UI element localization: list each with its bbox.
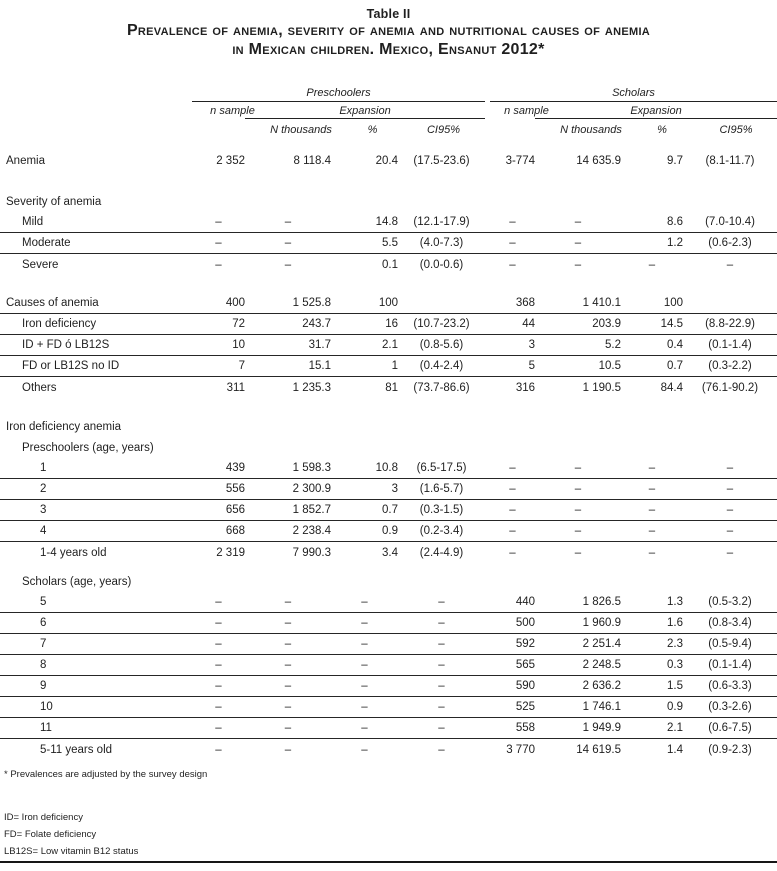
cell: –	[509, 504, 516, 516]
footnote-line: ID= Iron deficiency	[4, 812, 83, 823]
cell: 0.9	[667, 701, 683, 713]
cell: (0.6-3.3)	[708, 680, 752, 692]
table-row	[0, 697, 777, 718]
cell: (2.4-4.9)	[419, 546, 464, 559]
table-section	[0, 150, 777, 171]
cell: 14.5	[660, 318, 683, 330]
cell: –	[215, 216, 222, 228]
cell: 1.5	[667, 680, 683, 692]
cell: –	[284, 237, 292, 249]
row-label: Causes of anemia	[6, 297, 99, 309]
row-label: 11	[40, 722, 52, 734]
cell: 3 770	[506, 743, 535, 756]
cell: –	[361, 638, 368, 650]
cell: 3	[528, 339, 535, 351]
cell: 8 118.4	[293, 154, 331, 167]
cell: 20.4	[375, 154, 398, 167]
row-label: 6	[40, 617, 47, 629]
table-row	[0, 739, 777, 760]
column-percent-scholars: %	[657, 123, 667, 136]
cell: –	[284, 216, 292, 228]
cell: –	[648, 504, 656, 516]
table-section	[0, 191, 777, 275]
cell: –	[361, 617, 368, 629]
table-row	[0, 458, 777, 479]
row-label: 9	[40, 680, 47, 692]
cell: (76.1-90.2)	[701, 381, 759, 394]
table-row	[0, 377, 777, 398]
cell: 2 300.9	[292, 483, 331, 495]
cell: –	[284, 638, 292, 650]
cell: 1.3	[667, 596, 683, 608]
cell: –	[648, 525, 656, 537]
table-row	[0, 542, 777, 563]
cell: –	[361, 680, 368, 692]
cell: –	[215, 258, 222, 271]
cell: (0.6-2.3)	[708, 237, 752, 249]
cell: (0.1-1.4)	[708, 659, 752, 671]
column-group-scholars: Scholars	[490, 87, 777, 102]
cell: (0.3-2.6)	[708, 701, 752, 713]
cell: (12.1-17.9)	[413, 216, 470, 228]
cell: –	[215, 237, 222, 249]
column-group-preschoolers: Preschoolers	[192, 87, 485, 102]
cell: –	[648, 546, 656, 559]
cell: 8.6	[667, 216, 683, 228]
cell: –	[438, 743, 445, 756]
cell: (0.5-9.4)	[708, 638, 752, 650]
bottom-rule	[0, 861, 777, 863]
cell: 7 990.3	[292, 546, 331, 559]
cell: –	[438, 638, 445, 650]
cell: 311	[226, 381, 245, 394]
row-label: 4	[40, 525, 47, 537]
row-label: 10	[40, 701, 53, 713]
row-label: Others	[22, 381, 57, 394]
table-row	[0, 314, 777, 335]
row-label: 3	[40, 504, 47, 516]
row-label: Anemia	[6, 154, 45, 167]
cell: 0.4	[667, 339, 683, 351]
cell: –	[284, 258, 292, 271]
cell: 5.2	[605, 339, 621, 351]
cell: –	[438, 596, 445, 608]
cell: 16	[385, 318, 398, 330]
cell: 7	[238, 360, 245, 372]
cell: 400	[225, 297, 245, 309]
cell: –	[438, 722, 445, 734]
table-row	[0, 676, 777, 697]
cell: –	[215, 659, 222, 671]
cell: (0.1-1.4)	[708, 339, 752, 351]
cell: 525	[515, 701, 535, 713]
table-row	[0, 150, 777, 171]
table-row	[0, 500, 777, 521]
cell: 1	[391, 360, 398, 372]
table-header	[0, 87, 777, 140]
table-row	[0, 233, 777, 254]
cell: –	[726, 258, 734, 271]
cell: 1 235.3	[292, 381, 331, 394]
cell: –	[361, 701, 368, 713]
header-row-groups	[0, 87, 777, 102]
cell: –	[509, 483, 516, 495]
cell: –	[284, 596, 292, 608]
header-row-expansion	[0, 102, 777, 119]
footnote-line: LB12S= Low vitamin B12 status	[4, 846, 139, 857]
cell: 5.5	[382, 237, 398, 249]
cell: –	[284, 617, 292, 629]
cell: –	[284, 680, 292, 692]
header-row-subcolumns	[0, 119, 777, 140]
cell: 500	[515, 617, 535, 629]
cell: 1.6	[667, 617, 683, 629]
row-label: Preschoolers (age, years)	[22, 441, 154, 454]
row-label: 1-4 years old	[40, 546, 107, 559]
cell: –	[509, 216, 516, 228]
cell: (10.7-23.2)	[413, 318, 470, 330]
cell: –	[438, 659, 445, 671]
cell: (0.5-3.2)	[708, 596, 752, 608]
cell: 1.4	[667, 743, 683, 756]
cell: –	[509, 525, 516, 537]
table-row	[0, 416, 777, 437]
cell: –	[438, 701, 445, 713]
cell: 1 826.5	[582, 596, 621, 608]
cell: 0.9	[382, 525, 398, 537]
table-row	[0, 592, 777, 613]
cell: 9.7	[667, 154, 683, 167]
cell: –	[215, 743, 222, 756]
table-section	[0, 571, 777, 760]
cell: 0.3	[667, 659, 683, 671]
cell: 1 852.7	[292, 504, 331, 516]
table-row	[0, 293, 777, 314]
row-label: 8	[40, 659, 47, 671]
cell: –	[284, 701, 292, 713]
cell: 203.9	[592, 318, 621, 330]
cell: (0.0-0.6)	[419, 258, 464, 271]
table-row	[0, 335, 777, 356]
cell: –	[726, 483, 734, 495]
cell: 14.8	[375, 216, 398, 228]
cell: –	[574, 546, 582, 559]
cell: –	[574, 504, 582, 516]
cell: (0.8-5.6)	[419, 339, 464, 351]
cell: (0.6-7.5)	[708, 722, 752, 734]
cell: –	[284, 659, 292, 671]
cell: 2 636.2	[582, 680, 621, 692]
table-row	[0, 356, 777, 377]
cell: 2 352	[216, 154, 245, 167]
row-label: 5-11 years old	[40, 743, 113, 756]
table-body	[0, 150, 777, 760]
cell: 1 190.5	[582, 381, 621, 394]
cell: –	[574, 462, 582, 474]
cell: 590	[515, 680, 535, 692]
column-ci95-scholars: CI95%	[719, 123, 753, 136]
row-label: Iron deficiency anemia	[6, 420, 122, 433]
row-label: Iron deficiency	[22, 318, 97, 330]
cell: 0.1	[382, 258, 398, 271]
cell: –	[215, 617, 222, 629]
cell: 565	[515, 659, 535, 671]
cell: 10	[232, 339, 245, 351]
cell: 81	[385, 381, 398, 394]
cell: 1 598.3	[292, 462, 331, 474]
cell: –	[284, 743, 292, 756]
cell: 592	[515, 638, 535, 650]
cell: 2 319	[216, 546, 245, 559]
cell: (0.3-2.2)	[708, 360, 752, 372]
table-row	[0, 437, 777, 458]
table-row	[0, 613, 777, 634]
table-row	[0, 634, 777, 655]
cell: 439	[225, 462, 245, 474]
cell: –	[215, 638, 222, 650]
cell: –	[361, 743, 368, 756]
cell: 15.1	[308, 360, 331, 372]
table-row	[0, 571, 777, 592]
cell: 556	[225, 483, 245, 495]
column-expansion-preschoolers: Expansion	[245, 102, 485, 119]
row-label: Severity of anemia	[6, 195, 102, 208]
cell: 2.3	[667, 638, 683, 650]
cell: –	[574, 216, 582, 228]
cell: –	[215, 722, 222, 734]
column-ci95-preschoolers: CI95%	[426, 123, 461, 136]
cell: –	[215, 701, 222, 713]
cell: –	[574, 525, 582, 537]
column-n-sample-scholars: n sample	[504, 105, 549, 117]
cell: 3	[391, 483, 398, 495]
cell: –	[574, 258, 582, 271]
cell: 0.7	[382, 504, 398, 516]
cell: 31.7	[308, 339, 331, 351]
cell: 3.4	[382, 546, 398, 559]
cell: 0.7	[667, 360, 683, 372]
cell: 368	[515, 297, 535, 309]
cell: 2.1	[667, 722, 683, 734]
row-label: 5	[40, 596, 47, 608]
row-label: 2	[40, 483, 47, 495]
footnote-abbreviations	[0, 809, 777, 860]
row-label: 7	[40, 638, 47, 650]
cell: 2.1	[382, 339, 398, 351]
cell: 2 248.5	[582, 659, 621, 671]
column-n-sample-preschoolers: n sample	[210, 105, 255, 117]
cell: (73.7-86.6)	[413, 381, 470, 394]
title-block	[0, 0, 777, 59]
cell: –	[574, 483, 582, 495]
cell: –	[361, 659, 368, 671]
cell: 2 251.4	[582, 638, 621, 650]
row-label: Scholars (age, years)	[22, 575, 132, 588]
cell: –	[726, 525, 734, 537]
cell: 243.7	[302, 318, 331, 330]
row-label: Moderate	[22, 237, 71, 249]
table-section	[0, 416, 777, 563]
cell: 44	[522, 318, 535, 330]
cell: 10.5	[598, 360, 621, 372]
cell: –	[361, 722, 368, 734]
row-label: Severe	[22, 258, 59, 271]
cell: –	[726, 546, 734, 559]
cell: 3-774	[505, 154, 535, 167]
cell: 668	[225, 525, 245, 537]
row-label: FD or LB12S no ID	[22, 360, 120, 372]
table-section	[0, 293, 777, 398]
cell: 5	[528, 360, 535, 372]
table-row	[0, 718, 777, 739]
cell: 1 746.1	[582, 701, 621, 713]
row-label: Mild	[22, 216, 44, 228]
cell: (8.1-11.7)	[705, 154, 755, 167]
cell: –	[509, 546, 516, 559]
table-title-line2: in Mexican children. Mexico, Ensanut 2012*	[232, 41, 545, 58]
footnote-line: FD= Folate deficiency	[4, 829, 97, 840]
cell: 72	[232, 318, 245, 330]
cell: 558	[515, 722, 535, 734]
table-row	[0, 191, 777, 212]
cell: 10.8	[375, 462, 398, 474]
table-row	[0, 212, 777, 233]
cell: –	[438, 680, 445, 692]
table-row	[0, 479, 777, 500]
cell: 100	[663, 297, 683, 309]
table-row	[0, 521, 777, 542]
row-label: 1	[40, 462, 47, 474]
row-label: ID + FD ó LB12S	[22, 339, 110, 351]
cell: 656	[225, 504, 245, 516]
cell: (17.5-23.6)	[413, 154, 470, 167]
cell: –	[574, 237, 582, 249]
cell: 1 960.9	[582, 617, 621, 629]
cell: (4.0-7.3)	[419, 237, 464, 249]
cell: 1 525.8	[292, 297, 331, 309]
cell: –	[726, 462, 734, 474]
cell: (8.8-22.9)	[705, 318, 755, 330]
table-row	[0, 254, 777, 275]
cell: –	[648, 462, 656, 474]
cell: 84.4	[660, 381, 683, 394]
footnote-asterisk: * Prevalences are adjusted by the survey design	[4, 769, 208, 780]
cell: –	[215, 596, 222, 608]
cell: –	[438, 617, 445, 629]
cell: (0.3-1.5)	[419, 504, 464, 516]
cell: 14 619.5	[576, 743, 621, 756]
cell: 2 238.4	[292, 525, 331, 537]
cell: 316	[515, 381, 535, 394]
column-n-thousands-preschoolers: N thousands	[270, 123, 332, 136]
cell: –	[509, 237, 516, 249]
cell: (0.2-3.4)	[419, 525, 464, 537]
cell: (0.8-3.4)	[708, 617, 752, 629]
cell: (6.5-17.5)	[416, 462, 467, 474]
cell: 1 949.9	[582, 722, 621, 734]
cell: –	[648, 258, 656, 271]
column-n-thousands-scholars: N thousands	[560, 123, 622, 136]
cell: 1.2	[667, 237, 683, 249]
column-expansion-scholars: Expansion	[535, 102, 777, 119]
cell: –	[648, 483, 656, 495]
cell: (0.4-2.4)	[419, 360, 464, 372]
cell: –	[361, 596, 368, 608]
cell: (0.9-2.3)	[708, 743, 752, 756]
cell: –	[509, 462, 516, 474]
cell: 440	[515, 596, 535, 608]
table-row	[0, 655, 777, 676]
table-title-line1: Prevalence of anemia, severity of anemia and nutritional causes of anemia	[126, 22, 651, 39]
cell: –	[284, 722, 292, 734]
cell: 14 635.9	[576, 154, 621, 167]
table-number: Table II	[366, 7, 411, 21]
cell: –	[215, 680, 222, 692]
cell: –	[509, 258, 516, 271]
cell: –	[726, 504, 734, 516]
cell: 1 410.1	[582, 297, 621, 309]
cell: 100	[378, 297, 398, 309]
cell: (1.6-5.7)	[419, 483, 464, 495]
column-percent-preschoolers: %	[367, 123, 378, 136]
cell: (7.0-10.4)	[705, 216, 755, 228]
